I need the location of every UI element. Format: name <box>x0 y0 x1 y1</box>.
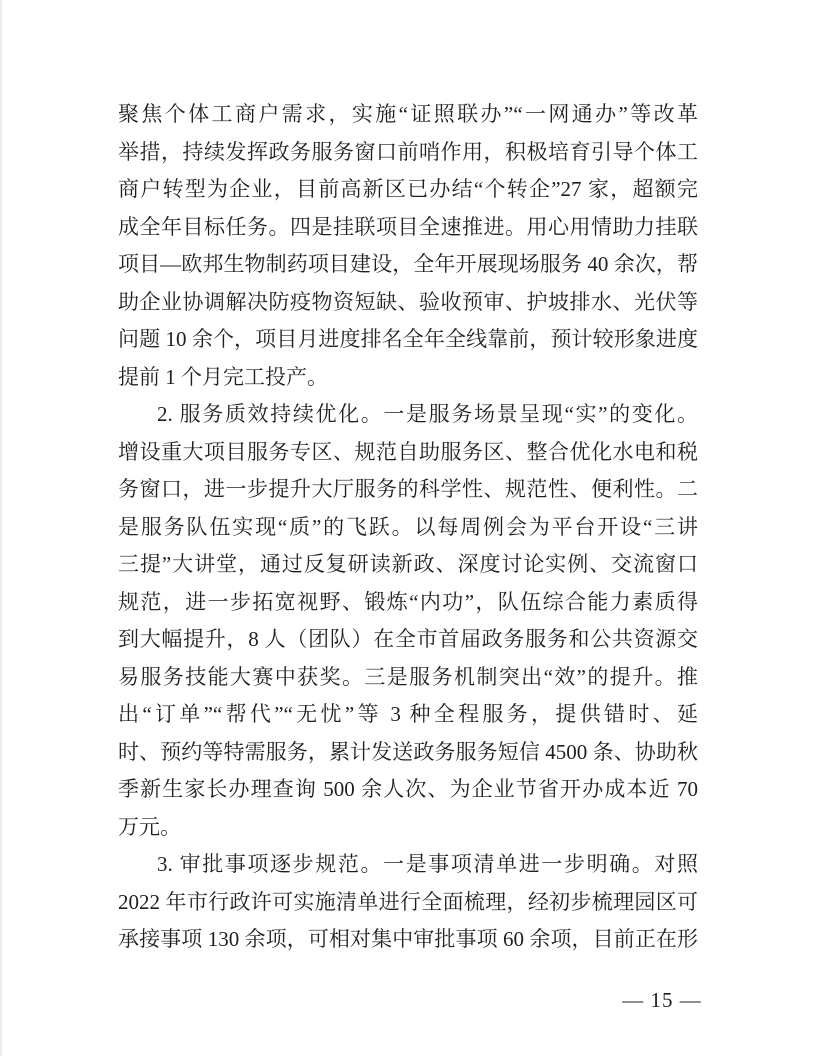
text-line: 提前 1 个月完工投产。 <box>118 364 328 389</box>
text-line: 2. 服务质效持续优化。一是服务场景呈现“实”的变化。 <box>157 402 698 426</box>
text-line: 万元。 <box>118 814 181 839</box>
page-footer <box>590 988 734 1013</box>
text-line: 三提”大讲堂，通过反复研读新政、深度讨论实例、交流窗口 <box>118 552 698 576</box>
text-line: 3. 审批事项逐步规范。一是事项清单进一步明确。对照 <box>157 852 698 876</box>
text-line: 规范，进一步拓宽视野、锻炼“内功”，队伍综合能力素质得 <box>118 589 698 614</box>
text-line: 问题 10 余个，项目月进度排名全年全线靠前，预计较形象进度 <box>118 327 698 351</box>
text-line: 项目—欧邦生物制药项目建设，全年开展现场服务 40 余次，帮 <box>118 252 698 276</box>
page-number: — 15 — <box>622 988 702 1012</box>
text-line: 务窗口，进一步提升大厅服务的科学性、规范性、便利性。二 <box>118 477 698 501</box>
text-line: 举措，持续发挥政务服务窗口前哨作用，积极培育引导个体工 <box>118 139 698 164</box>
text-line: 到大幅提升，8 人（团队）在全市首届政务服务和公共资源交 <box>118 627 698 651</box>
text-line: 2022 年市行政许可实施清单进行全面梳理，经初步梳理园区可 <box>118 889 698 914</box>
text-line: 是服务队伍实现“质”的飞跃。以每周例会为平台开设“三讲 <box>118 514 698 539</box>
text-line: 商户转型为企业，目前高新区已办结“个转企”27 家，超额完 <box>118 177 698 201</box>
text-line: 成全年目标任务。四是挂联项目全速推进。用心用情助力挂联 <box>118 214 698 239</box>
text-line: 助企业协调解决防疫物资短缺、验收预审、护坡排水、光伏等 <box>118 289 698 314</box>
text-line: 聚焦个体工商户需求，实施“证照联办”“一网通办”等改革 <box>118 102 698 126</box>
text-line: 时、预约等特需服务，累计发送政务服务短信 4500 条、协助秋 <box>118 739 698 764</box>
text-line: 易服务技能大赛中获奖。三是服务机制突出“效”的提升。推 <box>118 664 698 689</box>
text-line: 出“订单”“帮代”“无忧”等 3 种全程服务，提供错时、延 <box>118 702 698 726</box>
text-line: 季新生家长办理查询 500 余人次、为企业节省开办成本近 70 <box>118 777 698 801</box>
text-line: 承接事项 130 余项，可相对集中审批事项 60 余项，目前正在形 <box>118 927 698 951</box>
text-line: 增设重大项目服务专区、规范自助服务区、整合优化水电和税 <box>118 439 698 464</box>
body-text-block <box>118 96 698 959</box>
page-edge-shadow <box>0 0 2 1056</box>
